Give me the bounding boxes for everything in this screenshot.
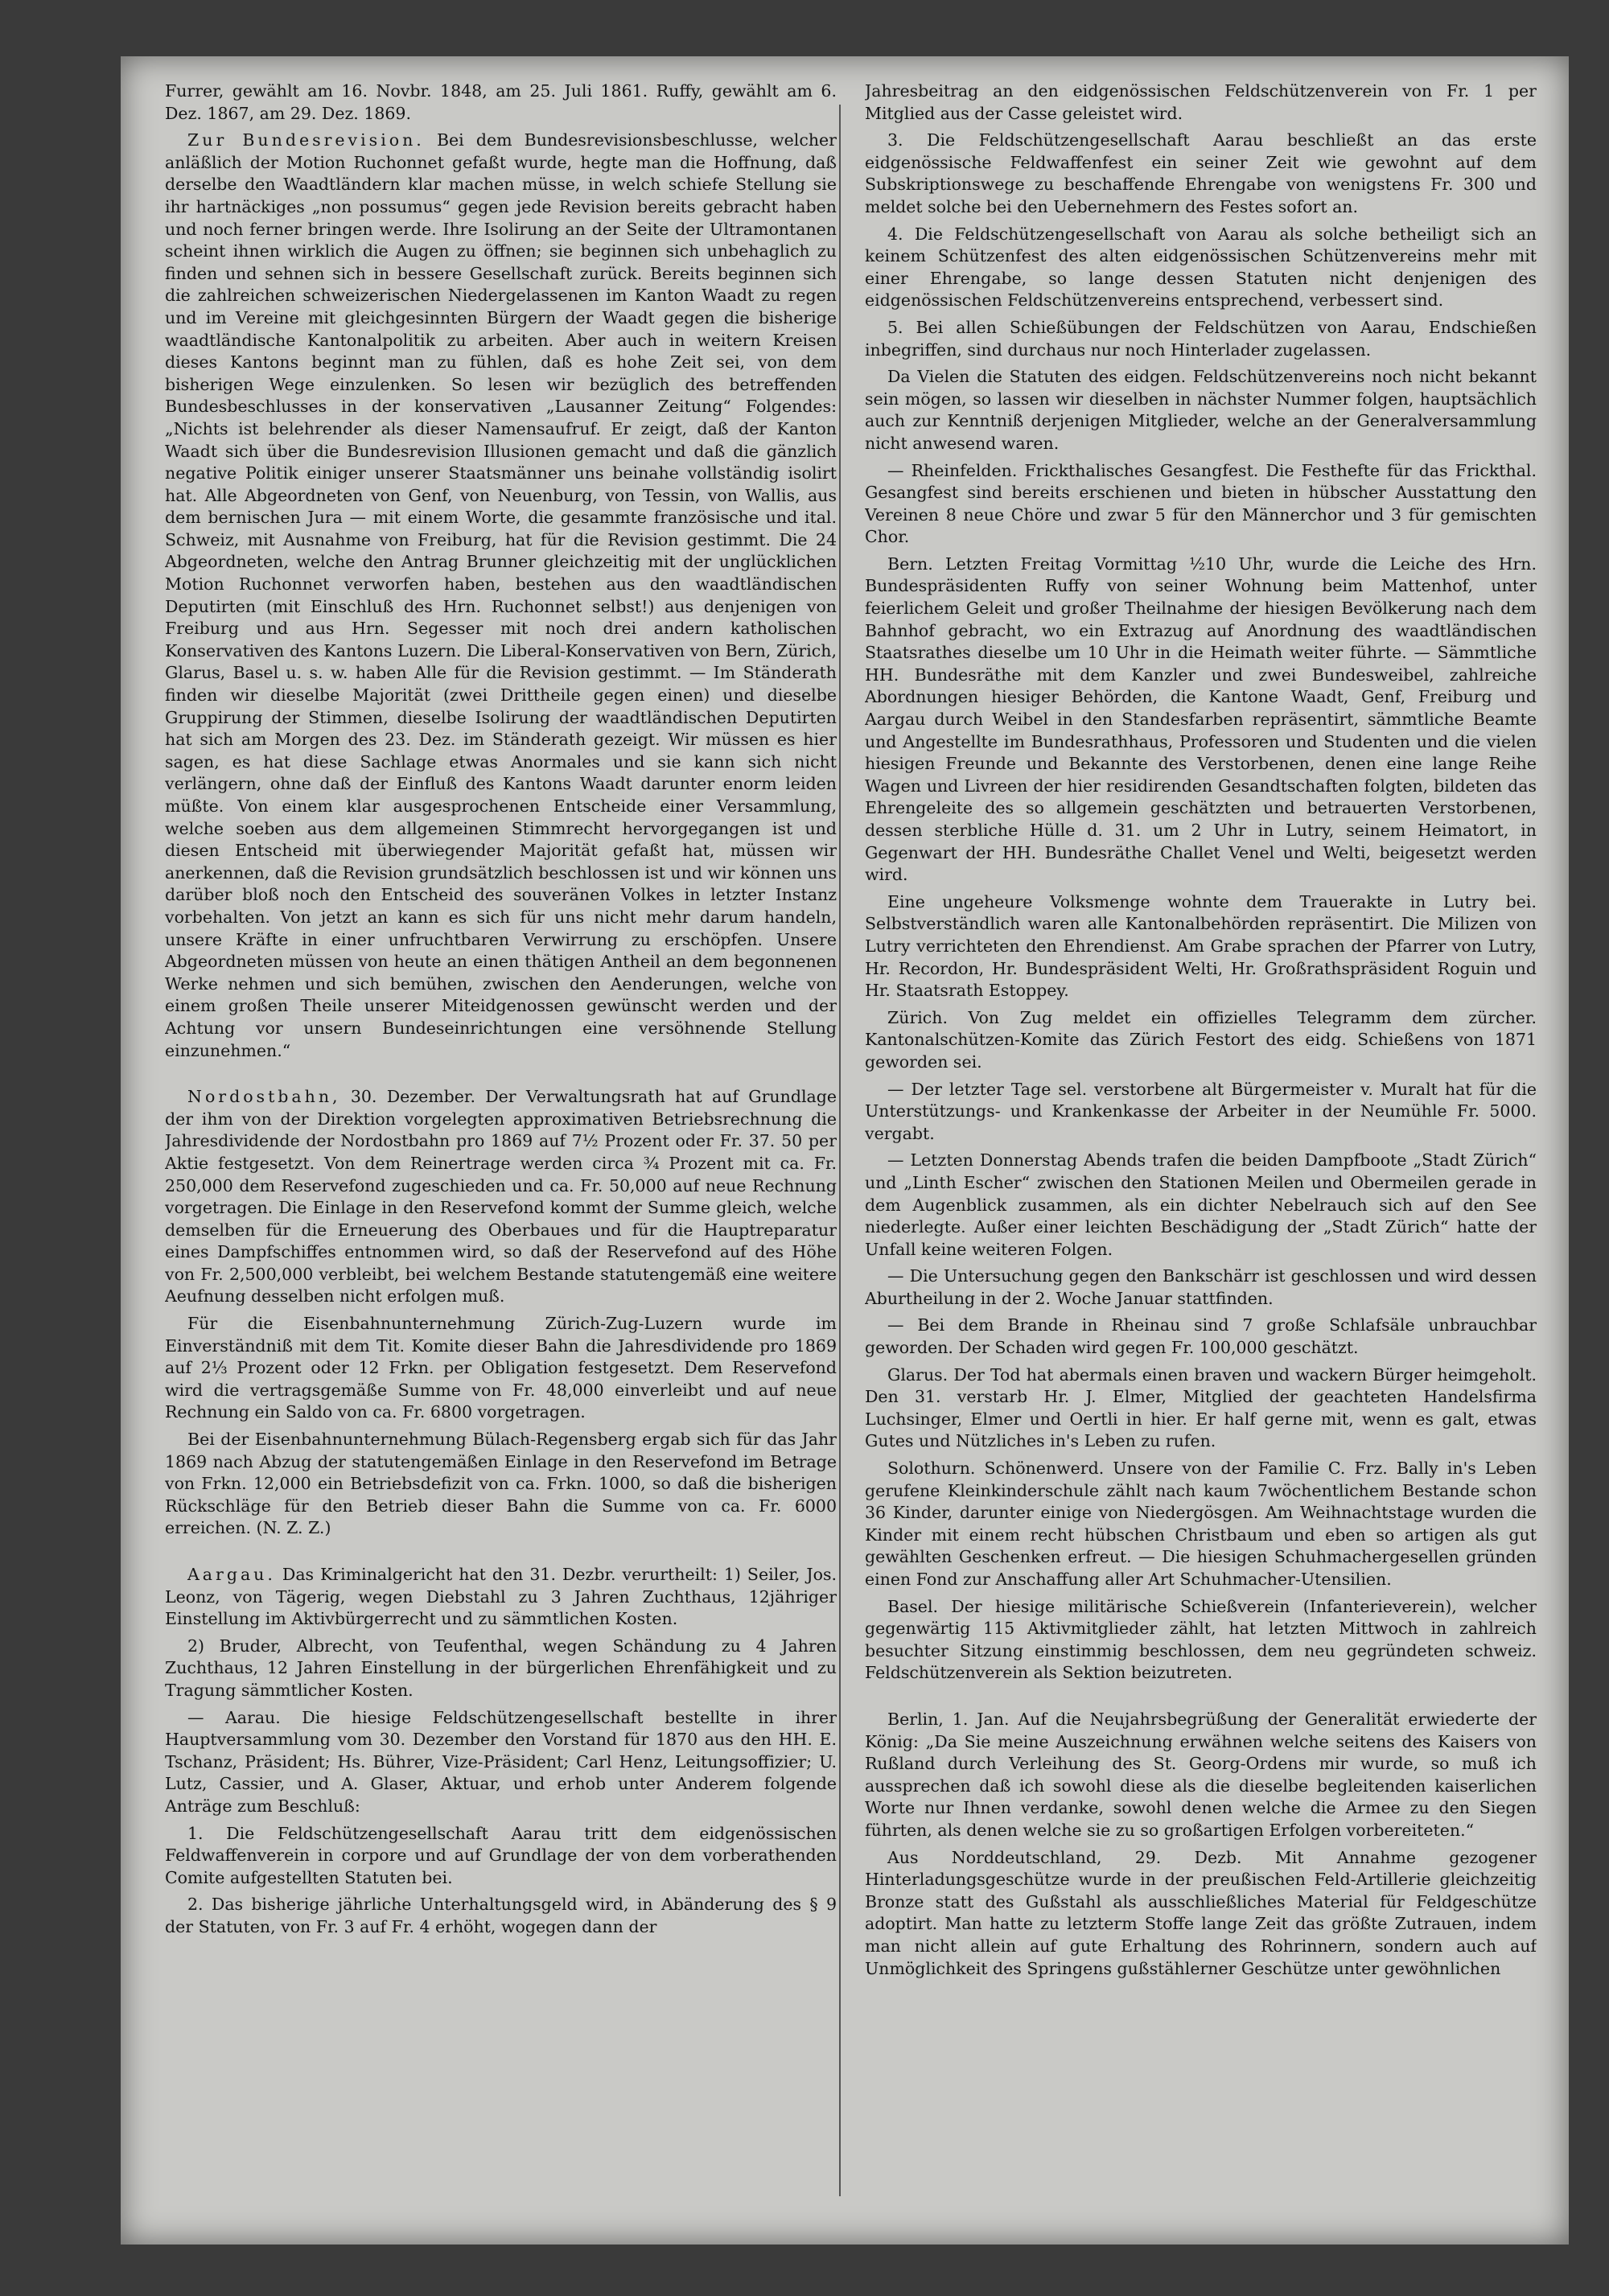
article-aargau-2: 2) Bruder, Albrecht, von Teufenthal, wegen Schändung zu 4 Jahren Zuchthaus, 12 Jahren Einstellung in der bürgerlichen Ehrenfähigkeit und zu Tragung sämmtlicher Kosten. — [165, 1636, 837, 1700]
article-r4: 5. Bei allen Schießübungen der Feldschützen von Aarau, Endschießen inbegriffen, sind durchaus nur noch Hinterlader zugelassen. — [865, 317, 1537, 360]
newspaper-page — [121, 56, 1569, 2245]
article-aargau: Aargau. Das Kriminalgericht hat den 31. Dezbr. verurtheilt: 1) Seiler, Jos. Leonz, von Tägerig, wegen Diebstahl zu 3 Jahren Zuchthaus, 12jähriger Einstellung im Aktivbürgerrecht und zu sämmtlichen Kosten. — [165, 1565, 837, 1629]
article-basel: Basel. Der hiesige militärische Schießverein (Infanterieverein), welcher gegenwärtig 115 Aktivmitglieder zählt, hat letzten Mittwoch in zahlreich besuchter Sitzung einstimmig beschlossen, dem neu gegründeten schweiz. Feldschützenverein als Sektion beizutreten. — [865, 1596, 1537, 1683]
intro-paragraph: Furrer, gewählt am 16. Novbr. 1848, am 25. Juli 1861. Ruffy, gewählt am 6. Dez. 1867, am 29. Dez. 1869. — [165, 81, 837, 123]
article-r3: 4. Die Feldschützengesellschaft von Aarau als solche betheiligt sich an keinem Schützenfest des alten eidgenössischen Schützenvereins mehr mit einer Ehrengabe, so lange dessen Statuten nicht denjenigen des eidgenössischen Feldschützenvereins entsprechend, verbessert sind. — [865, 224, 1537, 311]
article-aarau-1: 1. Die Feldschützengesellschaft Aarau tritt dem eidgenössischen Feldwaffenverein in corpore und auf Grundlage der von dem vorberathenden Comite aufgestellten Statuten bei. — [165, 1823, 837, 1887]
article-rheinau: — Bei dem Brande in Rheinau sind 7 große Schlafsäle unbrauchbar geworden. Der Schaden wird gegen Fr. 100,000 geschätzt. — [865, 1315, 1537, 1358]
article-r2: 3. Die Feldschützengesellschaft Aarau beschließt an das erste eidgenössische Feldwaffenfest ein seiner Zeit wie gewohnt auf dem Subskriptionswege zu beschaffende Ehrengabe von wenigstens Fr. 300 und meldet solche bei den Uebernehmern des Festes sofort an. — [865, 130, 1537, 216]
article-berlin: Berlin, 1. Jan. Auf die Neujahrsbegrüßung der Generalität erwiederte der König: „Da Sie meine Auszeichnung erwähnen welche seitens des Kaisers von Rußland durch Verleihung des St. Georg-Ordens mir wurde, so muß ich aussprechen daß ich sowohl diese als die dieselbe begleitenden kaiserlichen Worte nur Ihnen verdanke, sowohl denen welche die Armee zu den Siegen führten, als denen welche sie zu so großartigen Erfolgen vorbereiteten.“ — [865, 1709, 1537, 1840]
article-solothurn: Solothurn. Schönenwerd. Unsere von der Familie C. Frz. Bally in's Leben gerufene Kleinkinderschule zählt nach kaum 7wöchentlichem Bestande schon 36 Kinder, darunter einige von Niedergösgen. Am Weihnachtstage wurden die Kinder mit einem recht hübschen Christbaum und eben so artigen als gut gewählten Geschenken erfreut. — Die hiesigen Schuhmachergesellen gründen einen Fond zur Anschaffung aller Art Schuhmacher-Utensilien. — [865, 1459, 1537, 1589]
article-zuerich-zug-luzern: Für die Eisenbahnunternehmung Zürich-Zug-Luzern wurde im Einverständniß mit dem Tit. Komite dieser Bahn die Jahresdividende pro 1869 auf 2⅓ Prozent oder 12 Frkn. per Obligation festgesetzt. Dem Reservefond wird die vertragsgemäße Summe von Fr. 48,000 einverleibt und auf neue Rechnung ein Saldo von ca. Fr. 6800 vorgetragen. — [165, 1314, 837, 1422]
left-column — [165, 80, 837, 2212]
article-nordostbahn: Nordostbahn, 30. Dezember. Der Verwaltungsrath hat auf Grundlage der ihm von der Direktion vorgelegten approximativen Betriebsrechnung die Jahresdividende der Nordostbahn pro 1869 auf 7½ Prozent oder Fr. 37. 50 per Aktie festgesetzt. Von dem Reinertrage werden circa ¾ Prozent mit ca. Fr. 250,000 dem Reservefond zugeschieden und ca. Fr. 50,000 auf neue Rechnung vorgetragen. Die Einlage in den Reservefond kommt der Summe gleich, welche demselben für die Erneuerung des Oberbaues und für die Hauptreparatur eines Dampfschiffes entnommen wird, so daß der Reservefond auf des Höhe von Fr. 2,500,000 verbleibt, bei welchem Bestande statutengemäß eine weitere Aeufnung desselben nicht erfolgen muß. — [165, 1087, 837, 1306]
article-bern: Bern. Letzten Freitag Vormittag ½10 Uhr, wurde die Leiche des Hrn. Bundespräsidenten Ruffy von seiner Wohnung beim Mattenhof, unter feierlichem Geleit und großer Theilnahme der hiesigen Bevölkerung nach dem Bahnhof gebracht, wo ein Extrazug auf Anordnung des waadtländischen Staatsrathes dieselbe um 10 Uhr in die Heimath weiter führte. — Sämmtliche HH. Bundesräthe mit dem Kanzler und zwei Bundesweibel, zahlreiche Abordnungen hiesiger Behörden, die Kantone Waadt, Genf, Freiburg und Aargau durch Weibel in den Standesfarben repräsentirt, sämmtliche Beamte und Angestellte im Bundesrathhaus, Professoren und Studenten und die vielen hiesigen Freunde und Bekannte des Verstorbenen, denen eine lange Reihe Wagen und Livreen der hier residirenden Gesandtschaften folgten, bildeten das Ehrengeleite des so allgemein geschätzten und betrauerten Verstorbenen, dessen sterbliche Hülle d. 31. um 2 Uhr in Lutry, seinem Heimatort, in Gegenwart der HH. Bundesräthe Challet Venel und Welti, beigesetzt werden wird. — [865, 553, 1537, 885]
article-lutry: Eine ungeheure Volksmenge wohnte dem Trauerakte in Lutry bei. Selbstverständlich waren alle Kantonalbehörden repräsentirt. Die Milizen von Lutry verrichteten den Ehrendienst. Am Grabe sprachen der Pfarrer von Lutry, Hr. Recordon, Hr. Bundespräsident Welti, Hr. Großrathspräsident Roguin und Hr. Staatsrath Estoppey. — [865, 891, 1537, 1001]
article-aarau-2: 2. Das bisherige jährliche Unterhaltungsgeld wird, in Abänderung des § 9 der Statuten, von Fr. 3 auf Fr. 4 erhöht, wogegen dann der — [165, 1895, 837, 1936]
article-rheinfelden: — Rheinfelden. Frickthalisches Gesangfest. Die Festhefte für das Frickthal. Gesangfest sind bereits erschienen und bieten in hübscher Ausstattung den Vereinen 8 neue Chöre und zwar 5 für den Männerchor und 3 für gemischten Chor. — [865, 460, 1537, 547]
heading-bundesrevision: Zur Bundesrevision. — [187, 130, 425, 150]
article-muralt: — Der letzter Tage sel. verstorbene alt Bürgermeister v. Muralt hat für die Unterstützungs- und Krankenkasse der Arbeiter in der Neumühle Fr. 5000. vergabt. — [865, 1079, 1537, 1143]
article-r1: Jahresbeitrag an den eidgenössischen Feldschützenverein von Fr. 1 per Mitglied aus der Casse geleistet wird. — [865, 81, 1537, 123]
article-buelach-regensberg: Bei der Eisenbahnunternehmung Bülach-Regensberg ergab sich für das Jahr 1869 nach Abzug der statutengemäßen Einlage in den Reservefond im Betrage von Frkn. 12,000 ein Betriebsdefizit von ca. Frkn. 1000, so daß die bisherigen Rückschläge für den Betrieb dieser Bahn die Summe von ca. Fr. 6000 erreichen. (N. Z. Z.) — [165, 1430, 837, 1538]
article-r5: Da Vielen die Statuten des eidgen. Feldschützenvereins noch nicht bekannt sein mögen, so lassen wir dieselben in nächster Nummer folgen, hauptsächlich auch zur Kenntniß derjenigen Mitglieder, welche an der Generalversammlung nicht anwesend waren. — [865, 367, 1537, 453]
heading-aargau: Aargau. — [187, 1565, 276, 1584]
article-untersuchung: — Die Untersuchung gegen den Bankschärr ist geschlossen und wird dessen Aburtheilung in der 2. Woche Januar stattfinden. — [865, 1266, 1537, 1308]
article-dampfboote: — Letzten Donnerstag Abends trafen die beiden Dampfboote „Stadt Zürich“ und „Linth Escher“ zwischen den Stationen Meilen und Obermeilen gerade in dem Augenblick zusammen, als ein dichter Nebelrauch sich auf den See niederlegte. Außer einer leichten Beschädigung der „Stadt Zürich“ hatte der Unfall keine weiteren Folgen. — [865, 1150, 1537, 1259]
article-aarau: — Aarau. Die hiesige Feldschützengesellschaft bestellte in ihrer Hauptversammlung vom 30. Dezember den Vorstand für 1870 aus den HH. E. Tschanz, Präsident; Hs. Bührer, Vize-Präsident; Carl Henz, Leitungsoffizier; U. Lutz, Cassier, und A. Glaser, Aktuar, und erhob unter Anderem folgende Anträge zum Beschluß: — [165, 1707, 837, 1816]
column-divider — [839, 105, 841, 2196]
heading-nordostbahn: Nordostbahn, — [187, 1087, 341, 1107]
article-norddeutschland: Aus Norddeutschland, 29. Dezb. Mit Annahme gezogener Hinterladungsgeschütze wurde in der preußischen Feld-Artillerie gleichzeitig Bronze statt des Gußstahl als ausschließliches Material für Feldgeschütze adoptirt. Man hatte zu letzterm Stoffe lange Zeit das größte Zutrauen, indem man nicht allein auf gute Erhaltung des Rohrinnern, sondern auch auf Unmöglichkeit des Springens gußstählerner Geschütze unter gewöhnlichen — [865, 1847, 1537, 1978]
article-glarus: Glarus. Der Tod hat abermals einen braven und wackern Bürger heimgeholt. Den 31. verstarb Hr. J. Elmer, Mitglied der geachteten Handelsfirma Luchsinger, Elmer und Oertli in hier. Er half gerne mit, wenn es galt, etwas Gutes und Nützliches in's Leben zu rufen. — [865, 1364, 1537, 1451]
article-zuerich: Zürich. Von Zug meldet ein offizielles Telegramm dem zürcher. Kantonalschützen-Komite das Zürich Festort des eidg. Schießens von 1871 geworden sei. — [865, 1007, 1537, 1072]
right-column — [865, 80, 1537, 2212]
article-bundesrevision: Zur Bundesrevision. Bei dem Bundesrevisionsbeschlusse, welcher anläßlich der Motion Ruchonnet gefaßt wurde, hegte man die Hoffnung, daß derselbe den Waadtländern klar machen müsse, in welch schiefe Stellung sie ihr hartnäckiges „non possumus“ gegen jede Revision bereits gebracht haben und noch ferner bringen werde. Ihre Isolirung an der Seite der Ultramontanen scheint ihnen wirklich die Augen zu öffnen; sie beginnen sich unbehaglich zu finden und sehnen sich in bessere Gesellschaft zurück. Bereits beginnen sich die zahlreichen schweizerischen Niedergelassenen im Kanton Waadt zu regen und im Vereine mit gleichgesinnten Bürgern der Waadt gegen die bisherige waadtländische Kantonalpolitik zu arbeiten. Aber auch in weitern Kreisen dieses Kantons beginnt man zu fühlen, daß es hohe Zeit sei, von dem bisherigen Wege einzulenken. So lesen wir bezüglich des betreffenden Bundesbeschlusses in der konservativen „Lausanner Zeitung“ Folgendes: „Nichts ist belehrender als dieser Namensaufruf. Er zeigt, daß der Kanton Waadt sich über die Bundesrevision Illusionen gemacht und daß die gänzlich negative Politik einiger unserer Staatsmänner uns beinahe vollständig isolirt hat. Alle Abgeordneten von Genf, von Neuenburg, von Tessin, von Wallis, aus dem bernischen Jura — mit einem Worte, die gesammte französische und ital. Schweiz, mit Ausnahme von Freiburg, hat für die Revision gestimmt. Die 24 Abgeordneten, welche den Antrag Brunner gleichzeitig mit der unglücklichen Motion Ruchonnet verworfen haben, bestehen aus den waadtländischen Deputirten (mit Einschluß des Hrn. Ruchonnet selbst!) aus denjenigen von Freiburg und aus Hrn. Segesser mit noch drei andern katholischen Konservativen des Kantons Luzern. Die Liberal-Konservativen von Bern, Zürich, Glarus, Basel u. s. w. haben Alle für die Revision gestimmt. — Im Ständerath finden wir dieselbe Majorität (zwei Drittheile gegen einen) und dieselbe Gruppirung der Stimmen, dieselbe Isolirung der waadtländischen Deputirten hat sich am Morgen des 23. Dez. im Ständerath gezeigt. Wir müssen es hier sagen, es hat diese Sachlage etwas Anormales und sie kann sich nicht verlängern, ohne daß der Einfluß des Kantons Waadt darunter enorm leiden müßte. Von einem klar ausgesprochenen Entscheide einer Versammlung, welche soeben aus dem allgemeinen Stimmrecht hervorgegangen ist und diesen Entscheid mit überwiegender Majorität gefaßt hat, müssen wir anerkennen, daß die Revision grundsätzlich beschlossen ist und wir können uns darüber bloß noch den Entscheid des souveränen Volkes in letzter Instanz vorbehalten. Von jetzt an kann es sich für uns nicht mehr darum handeln, unsere Kräfte in einer unfruchtbaren Verwirrung zu erschöpfen. Unsere Abgeordneten müssen von heute an einen thätigen Antheil an dem begonnenen Werke nehmen und sich bemühen, zwischen den Aenderungen, welche von einem großen Theile unserer Miteidgenossen gewünscht werden und der Achtung vor unsern Bundeseinrichtungen eine versöhnende Stellung einzunehmen.“ — [165, 130, 837, 1060]
